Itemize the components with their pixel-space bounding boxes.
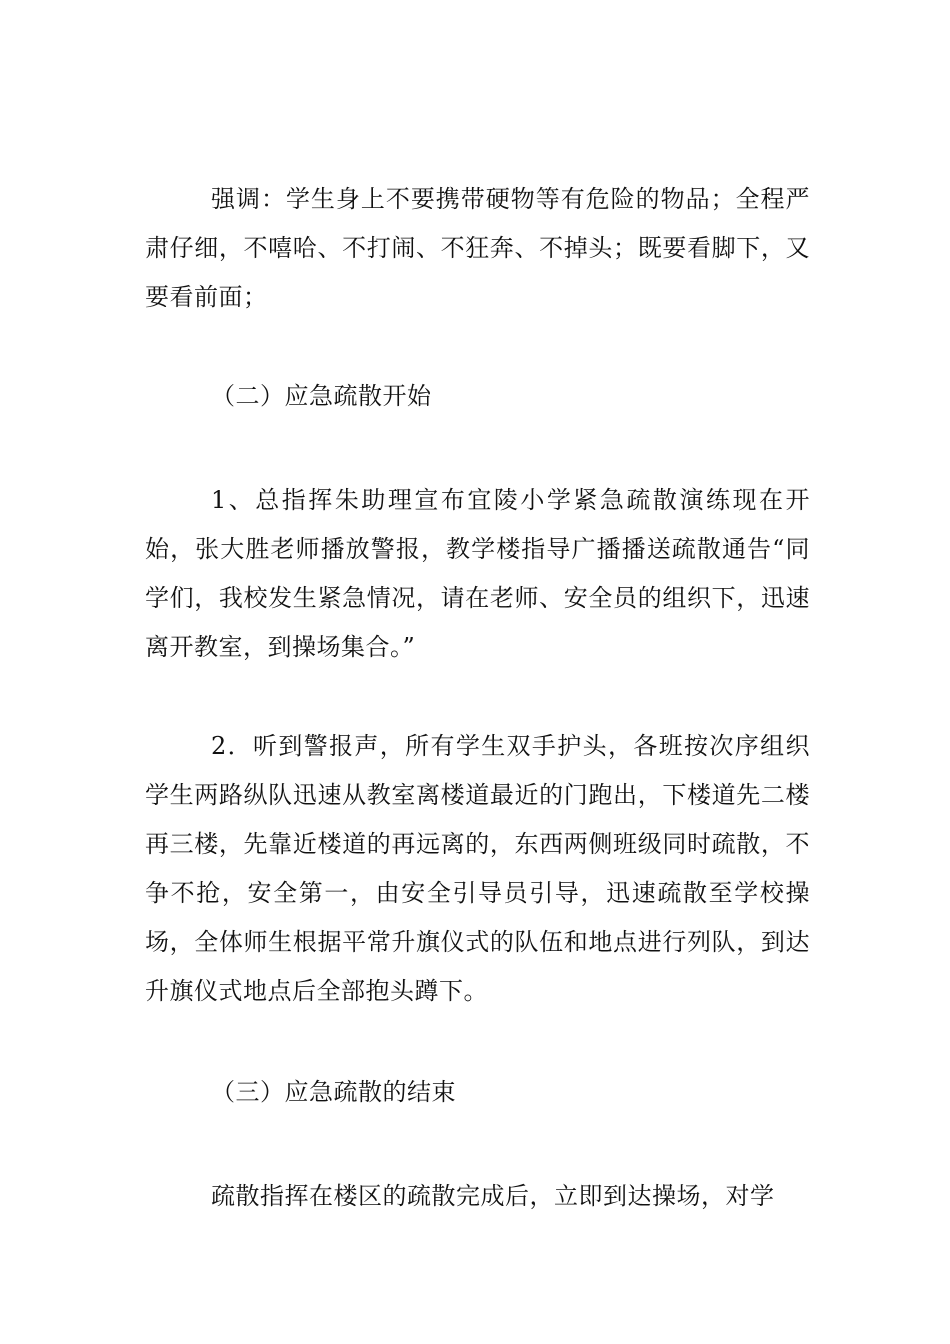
step-2-paragraph: 2．听到警报声，所有学生双手护头，各班按次序组织学生两路纵队迅速从教室离楼道最近的门跑出，下楼道先二楼再三楼，先靠近楼道的再远离的，东西两侧班级同时疏散，不争不抢，安全第一，由安全引导员引导，迅速疏散至学校操场，全体师生根据平常升旗仪式的队伍和地点进行列队，到达升旗仪式地点后全部抱头蹲下。	[145, 732, 810, 1005]
closing-paragraph: 疏散指挥在楼区的疏散完成后，立即到达操场，对学	[211, 1182, 775, 1210]
section-heading-evacuation-start: （二）应急疏散开始	[211, 382, 432, 410]
section-heading-evacuation-end: （三）应急疏散的结束	[211, 1078, 456, 1106]
step-1-paragraph: 1、总指挥朱助理宣布宜陵小学紧急疏散演练现在开始，张大胜老师播放警报，教学楼指导广播播送疏散通告“同学们，我校发生紧急情况，请在老师、安全员的组织下，迅速离开教室，到操场集合。”	[145, 486, 810, 661]
emphasis-paragraph: 强调：学生身上不要携带硬物等有危险的物品；全程严肃仔细，不嘻哈、不打闹、不狂奔、不掉头；既要看脚下，又要看前面；	[145, 185, 810, 311]
